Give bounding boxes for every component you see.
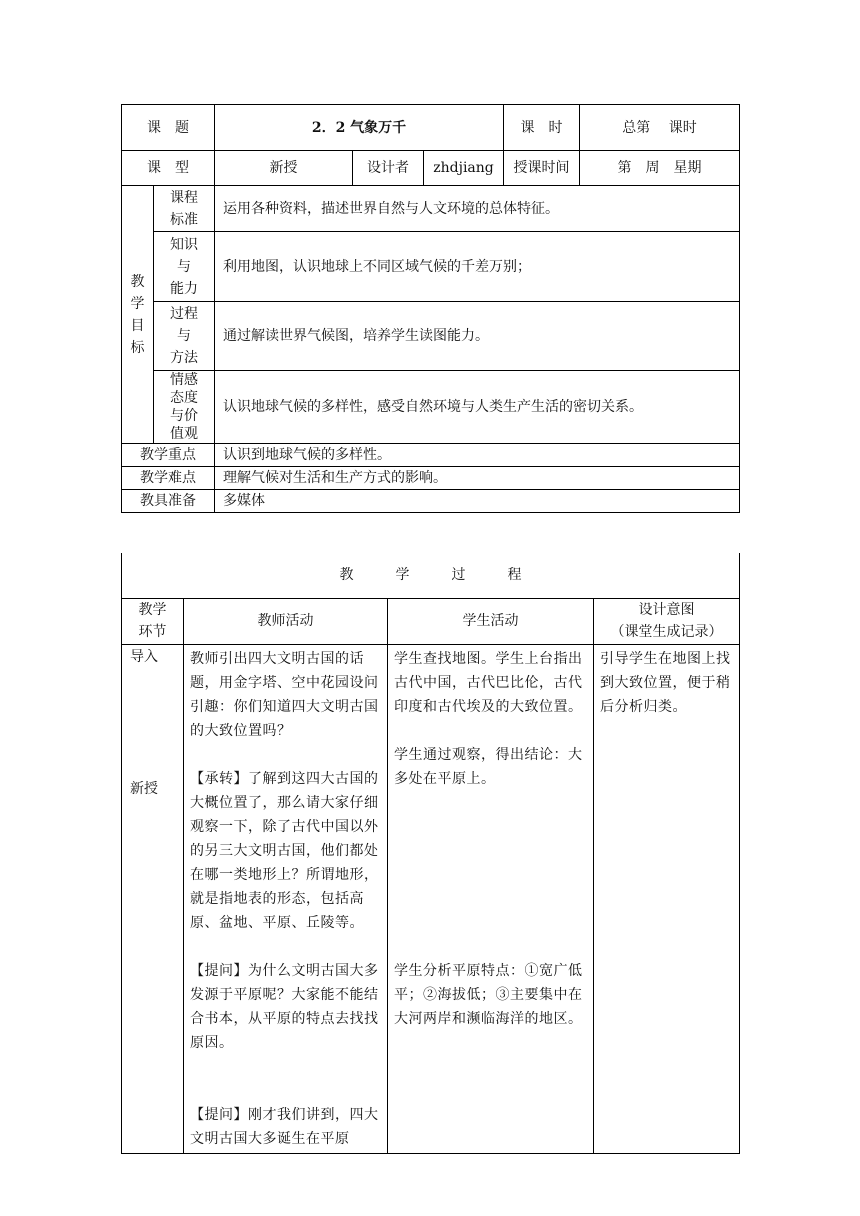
tools-text: 多媒体 xyxy=(215,490,740,513)
period-label: 课 时 xyxy=(504,105,580,151)
time-label: 授课时间 xyxy=(504,151,580,186)
difficulty-label: 教学难点 xyxy=(122,467,215,490)
goal-text-emotion: 认识地球气候的多样性，感受自然环境与人类生产生活的密切关系。 xyxy=(215,371,740,444)
header-stage: 教学 环节 xyxy=(122,598,184,644)
design-paragraph-1: 引导学生在地图上找到大致位置，便于稍后分析归类。 xyxy=(600,650,731,715)
goal-label-knowledge: 知识 与 能力 xyxy=(154,232,215,302)
stage-column xyxy=(122,644,184,1153)
topic-label: 课 题 xyxy=(122,105,215,151)
period-value: 总第 课时 xyxy=(580,105,740,151)
header-design: 设计意图 （课堂生成记录） xyxy=(594,598,740,644)
header-teacher: 教师活动 xyxy=(184,598,388,644)
process-title: 教 学 过 程 xyxy=(122,553,740,598)
stage-intro: 导入 xyxy=(130,648,158,665)
goals-table xyxy=(121,185,740,513)
process-table xyxy=(121,553,740,1154)
header-student: 学生活动 xyxy=(388,598,594,644)
goal-label-process: 过程 与 方法 xyxy=(154,302,215,371)
goals-group-label: 教 学 目 标 xyxy=(122,186,154,444)
time-value: 第 周 星期 xyxy=(580,151,740,186)
designer-value: zhdjiang xyxy=(424,151,504,186)
goal-label-emotion: 情感 态度 与价 值观 xyxy=(154,371,215,444)
designer-label: 设计者 xyxy=(353,151,424,186)
teacher-paragraph-3: 【提问】为什么文明古国大多发源于平原呢？大家能不能结合书本，从平原的特点去找找原因。 xyxy=(190,962,379,1051)
teacher-paragraph-4: 【提问】刚才我们讲到，四大文明古国大多诞生在平原 xyxy=(190,1106,379,1147)
goal-text-standard: 运用各种资料，描述世界自然与人文环境的总体特征。 xyxy=(215,186,740,232)
goal-text-knowledge: 利用地图，认识地球上不同区域气候的千差万别； xyxy=(215,232,740,302)
teacher-paragraph-1: 教师引出四大文明古国的话题，用金字塔、空中花园设问引趣：你们知道四大文明古国的大致位置吗？ xyxy=(190,650,379,739)
tools-label: 教具准备 xyxy=(122,490,215,513)
type-value: 新授 xyxy=(215,151,353,186)
teacher-column xyxy=(184,644,388,1153)
student-paragraph-2: 学生通过观察，得出结论：大多处在平原上。 xyxy=(394,746,583,787)
lesson-header-table xyxy=(121,104,740,186)
key-point-label: 教学重点 xyxy=(122,444,215,467)
teacher-paragraph-2: 【承转】了解到这四大古国的大概位置了，那么请大家仔细观察一下，除了古代中国以外的另三大文明古国，他们都处在哪一类地形上？所谓地形，就是指地表的形态，包括高原、盆地、平原、丘陵等。 xyxy=(190,770,379,931)
key-point-text: 认识到地球气候的多样性。 xyxy=(215,444,740,467)
stage-new: 新授 xyxy=(130,780,158,797)
student-paragraph-1: 学生查找地图。学生上台指出古代中国，古代巴比伦，古代印度和古代埃及的大致位置。 xyxy=(394,650,583,715)
difficulty-text: 理解气候对生活和生产方式的影响。 xyxy=(215,467,740,490)
student-column xyxy=(388,644,594,1153)
student-paragraph-3: 学生分析平原特点：①宽广低平；②海拔低；③主要集中在大河两岸和濒临海洋的地区。 xyxy=(394,962,583,1027)
goal-text-process: 通过解读世界气候图，培养学生读图能力。 xyxy=(215,302,740,371)
topic-value: 2．2 气象万千 xyxy=(215,105,504,151)
type-label: 课 型 xyxy=(122,151,215,186)
design-column xyxy=(594,644,740,1153)
goal-label-standard: 课程 标准 xyxy=(154,186,215,232)
